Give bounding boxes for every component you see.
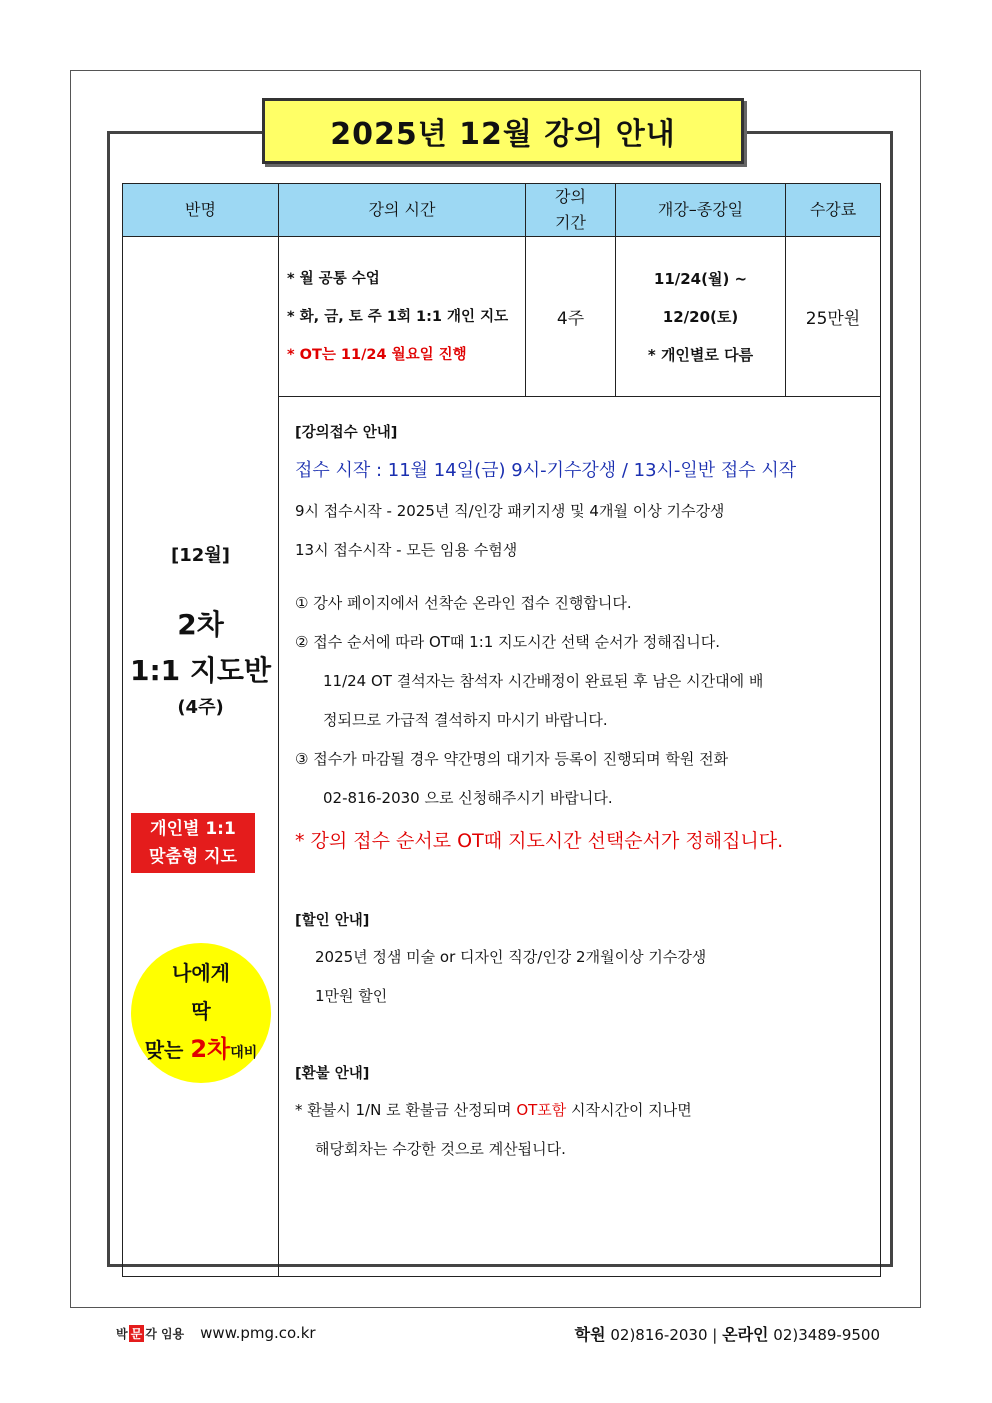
refund-line2: 해당회차는 수강한 것으로 계산됩니다.: [315, 1140, 566, 1158]
registration-start: 접수 시작 : 11월 14일(금) 9시-기수강생 / 13시-일반 접수 시작: [295, 460, 797, 481]
logo-part-a: 박: [116, 1326, 128, 1341]
registration-thirteen: 13시 접수시작 - 모든 임용 수험생: [295, 541, 518, 559]
registration-heading: [강의접수 안내]: [295, 425, 398, 441]
registration-notice: * 강의 접수 순서로 OT때 지도시간 선택순서가 정해집니다.: [295, 830, 784, 852]
header-fee: 수강료: [786, 184, 881, 237]
registration-nine: 9시 접수시작 - 2025년 직/인강 패키지생 및 4개월 이상 기수강생: [295, 502, 725, 520]
lecture-table: [122, 183, 881, 1277]
discount-heading: [할인 안내]: [295, 913, 370, 929]
footer-separator: |: [712, 1326, 718, 1344]
schedule-line3: * OT는 11/24 월요일 진행: [287, 346, 467, 363]
schedule-line1: * 월 공통 수업: [287, 270, 380, 287]
schedule-line2: * 화, 금, 토 주 1회 1:1 개인 지도: [287, 308, 509, 325]
table-row: [123, 237, 881, 397]
promo-circle: [131, 943, 271, 1083]
registration-item2a: ② 접수 순서에 따라 OT때 1:1 지도시간 선택 순서가 정해집니다.: [295, 633, 721, 651]
header-lecture-time: 강의 시간: [279, 184, 526, 237]
circle-line1: 나에게: [172, 961, 230, 985]
publisher-logo: [116, 1325, 184, 1342]
class-info-cell: [123, 237, 279, 1277]
header-period-line2: 기간: [555, 213, 586, 232]
class-round: 2차: [177, 608, 224, 641]
header-period: [526, 184, 616, 237]
footer-contact: [575, 1322, 880, 1345]
dates-line1: 11/24(월) ~: [653, 269, 748, 288]
academy-label: 학원: [574, 1325, 606, 1344]
dates-cell: [616, 237, 786, 397]
refund-line1b: OT포함: [516, 1101, 567, 1119]
circle-line3b: 2차: [190, 1035, 231, 1063]
badge-line2: 맞춤형 지도: [148, 847, 238, 867]
online-label: 온라인: [722, 1325, 769, 1344]
discount-line1: 2025년 정샘 미술 or 디자인 직강/인강 2개월이상 기수강생: [315, 948, 707, 966]
table-header-row: [123, 184, 881, 237]
dates-line3: * 개인별로 다름: [647, 345, 754, 364]
registration-item3a: ③ 접수가 마감될 경우 약간명의 대기자 등록이 진행되며 학원 전화: [295, 750, 729, 768]
info-cell: [279, 397, 881, 1277]
circle-line3a: 맞는: [144, 1038, 191, 1062]
registration-item2c: 정되므로 가급적 결석하지 마시기 바랍니다.: [323, 711, 608, 729]
discount-line2: 1만원 할인: [315, 987, 388, 1005]
period-cell: 4주: [526, 237, 616, 397]
personal-badge: [131, 813, 255, 873]
badge-line1: 개인별 1:1: [150, 819, 236, 839]
class-weeks: (4주): [177, 697, 224, 718]
page-title: 2025년 12월 강의 안내: [262, 98, 744, 164]
refund-line1c: 시작시간이 지나면: [566, 1101, 692, 1119]
online-phone: 02)3489-9500: [773, 1326, 880, 1344]
registration-item1: ① 강사 페이지에서 선착순 온라인 접수 진행합니다.: [295, 594, 632, 612]
website-link[interactable]: www.pmg.co.kr: [200, 1324, 316, 1342]
header-dates: 개강–종강일: [616, 184, 786, 237]
fee-cell: 25만원: [786, 237, 881, 397]
circle-line2: 딱: [191, 999, 211, 1023]
class-type: 1:1 지도반: [129, 654, 272, 687]
refund-line1: [295, 1099, 866, 1120]
footer-left: [116, 1324, 316, 1342]
circle-line3c: 대비: [230, 1045, 258, 1061]
class-month: [12월]: [171, 545, 230, 566]
registration-item2b: 11/24 OT 결석자는 참석자 시간배정이 완료된 후 남은 시간대에 배: [323, 672, 764, 690]
circle-line3: [145, 1030, 258, 1072]
logo-part-b: 문: [130, 1326, 143, 1341]
dates-line2: 12/20(토): [662, 307, 739, 326]
schedule-cell: [279, 237, 526, 397]
header-period-line1: 강의: [555, 187, 586, 206]
header-class-name: 반명: [123, 184, 279, 237]
logo-part-c: 각 임용: [145, 1326, 185, 1341]
registration-item3b: 02-816-2030 으로 신청해주시기 바랍니다.: [323, 789, 613, 807]
refund-line1a: * 환불시 1/N 로 환불금 산정되며: [295, 1101, 517, 1119]
refund-heading: [환불 안내]: [295, 1066, 370, 1082]
academy-phone: 02)816-2030: [610, 1326, 708, 1344]
